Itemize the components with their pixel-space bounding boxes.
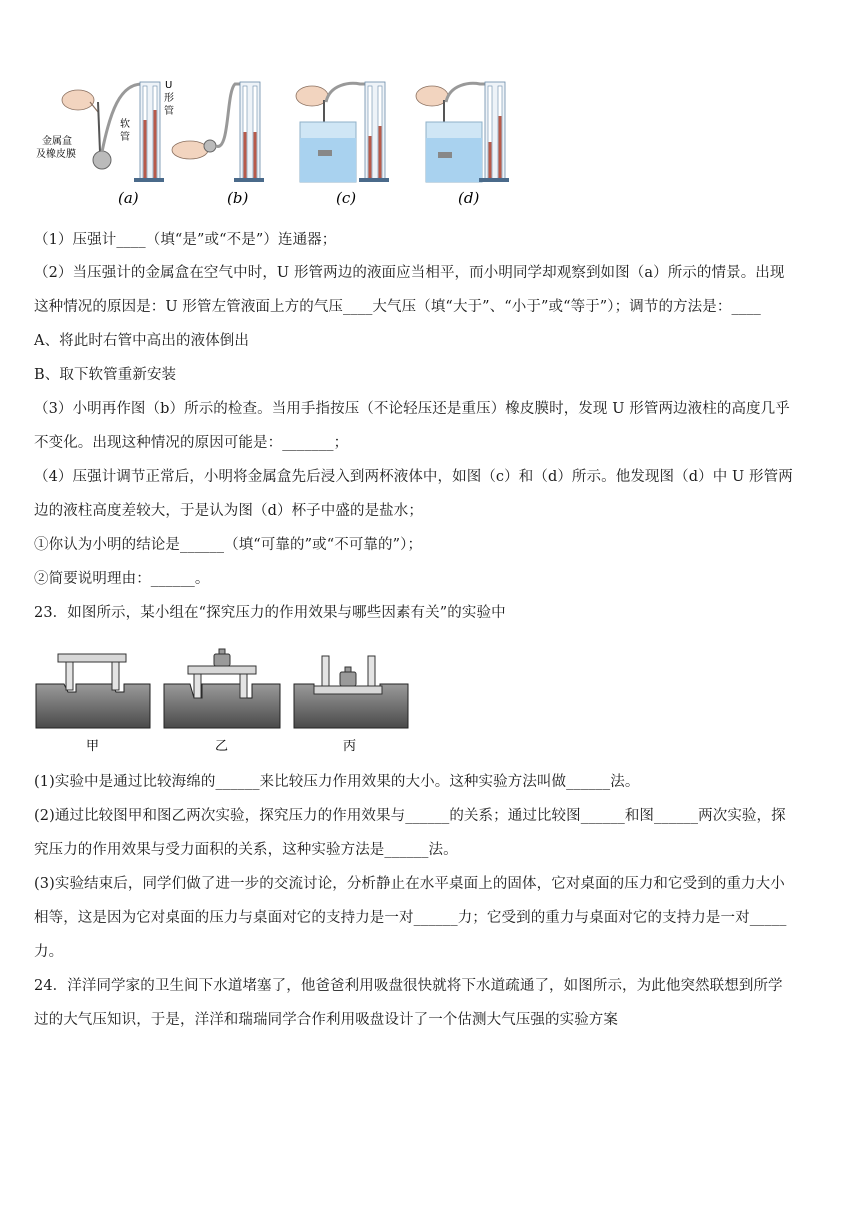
sponge-figure [30, 646, 420, 758]
q23-part3-line1: (3)实验结束后，同学们做了进一步的交流讨论，分析静止在水平桌面上的固体，它对桌面的压力和它受到的重力大小 [34, 876, 785, 892]
caption-jia: 甲 [86, 739, 100, 754]
q22-part4-q2: ②简要说明理由：______。 [34, 571, 210, 587]
q23-part2-line2: 究压力的作用效果与受力面积的关系，这种实验方法是______法。 [34, 842, 458, 858]
figure-b [172, 82, 264, 207]
figure-jia [36, 654, 150, 754]
caption-a: (a) [118, 189, 139, 207]
box-label-1: 金属盒 [42, 136, 72, 147]
q22-part3-line1: （3）小明再作图（b）所示的检查。当用手指按压（不论轻压还是重压）橡皮膜时，发现 U 形管两边液柱的高度几乎 [34, 401, 790, 417]
q23-part3-line3: 力。 [34, 944, 64, 960]
caption-d: (d) [458, 189, 480, 207]
hose-label-1: 软 [120, 119, 130, 130]
q22-part4-line1: （4）压强计调节正常后，小明将金属盒先后浸入到两杯液体中，如图（c）和（d）所示。他发现图（d）中 U 形管两 [34, 469, 793, 485]
q22-part2-line1: （2）当压强计的金属盒在空气中时，U 形管两边的液面应当相平，而小明同学却观察到如图（a）所示的情景。出现 [34, 265, 785, 281]
u-tube-label-2: 形 [164, 93, 174, 104]
u-tube-label-3: 管 [164, 106, 174, 117]
q23-part1: (1)实验中是通过比较海绵的______来比较压力作用效果的大小。这种实验方法叫做______法。 [34, 774, 640, 790]
q22-part4-q1: ①你认为小明的结论是______（填“可靠的”或“不可靠的”）； [34, 537, 423, 553]
figure-yi [164, 649, 280, 754]
q24-line1: 24．洋洋同学家的卫生间下水道堵塞了，他爸爸利用吸盘很快就将下水道疏通了，如图所示，为此他突然联想到所学 [34, 978, 783, 994]
figure-c [296, 82, 389, 207]
figure-d [416, 82, 509, 207]
manometer-figure [30, 72, 530, 214]
q23-part3-line2: 相等，这是因为它对桌面的压力与桌面对它的支持力是一对______力；它受到的重力与桌面对它的支持力是一对_____ [34, 910, 787, 926]
q22-part1: （1）压强计____（填“是”或“不是”）连通器； [34, 232, 337, 248]
box-label-2: 及橡皮膜 [36, 149, 76, 160]
q22-part2-line2: 这种情况的原因是：U 形管左管液面上方的气压____大气压（填“大于”、“小于”或“等于”）；调节的方法是：____ [34, 299, 761, 315]
q22-option-a: A、将此时右管中高出的液体倒出 [34, 333, 249, 349]
u-tube-label-1: U [165, 80, 173, 91]
caption-c: (c) [336, 189, 357, 207]
caption-b: (b) [227, 189, 249, 207]
figure-a [36, 80, 174, 207]
q22-option-b: B、取下软管重新安装 [34, 367, 177, 383]
q24-line2: 过的大气压知识，于是，洋洋和瑞瑞同学合作利用吸盘设计了一个估测大气压强的实验方案 [34, 1012, 618, 1028]
q22-part4-line2: 边的液柱高度差较大，于是认为图（d）杯子中盛的是盐水； [34, 503, 423, 519]
hose-label-2: 管 [120, 132, 130, 143]
caption-bing: 丙 [343, 739, 357, 754]
q23-part2-line1: (2)通过比较图甲和图乙两次实验，探究压力的作用效果与______的关系；通过比较图______和图______两次实验，探 [34, 808, 786, 824]
q22-part3-line2: 不变化。出现这种情况的原因可能是：_______； [34, 435, 349, 451]
q23-intro: 23．如图所示，某小组在“探究压力的作用效果与哪些因素有关”的实验中 [34, 605, 506, 621]
figure-bing [294, 656, 408, 754]
caption-yi: 乙 [215, 739, 229, 754]
